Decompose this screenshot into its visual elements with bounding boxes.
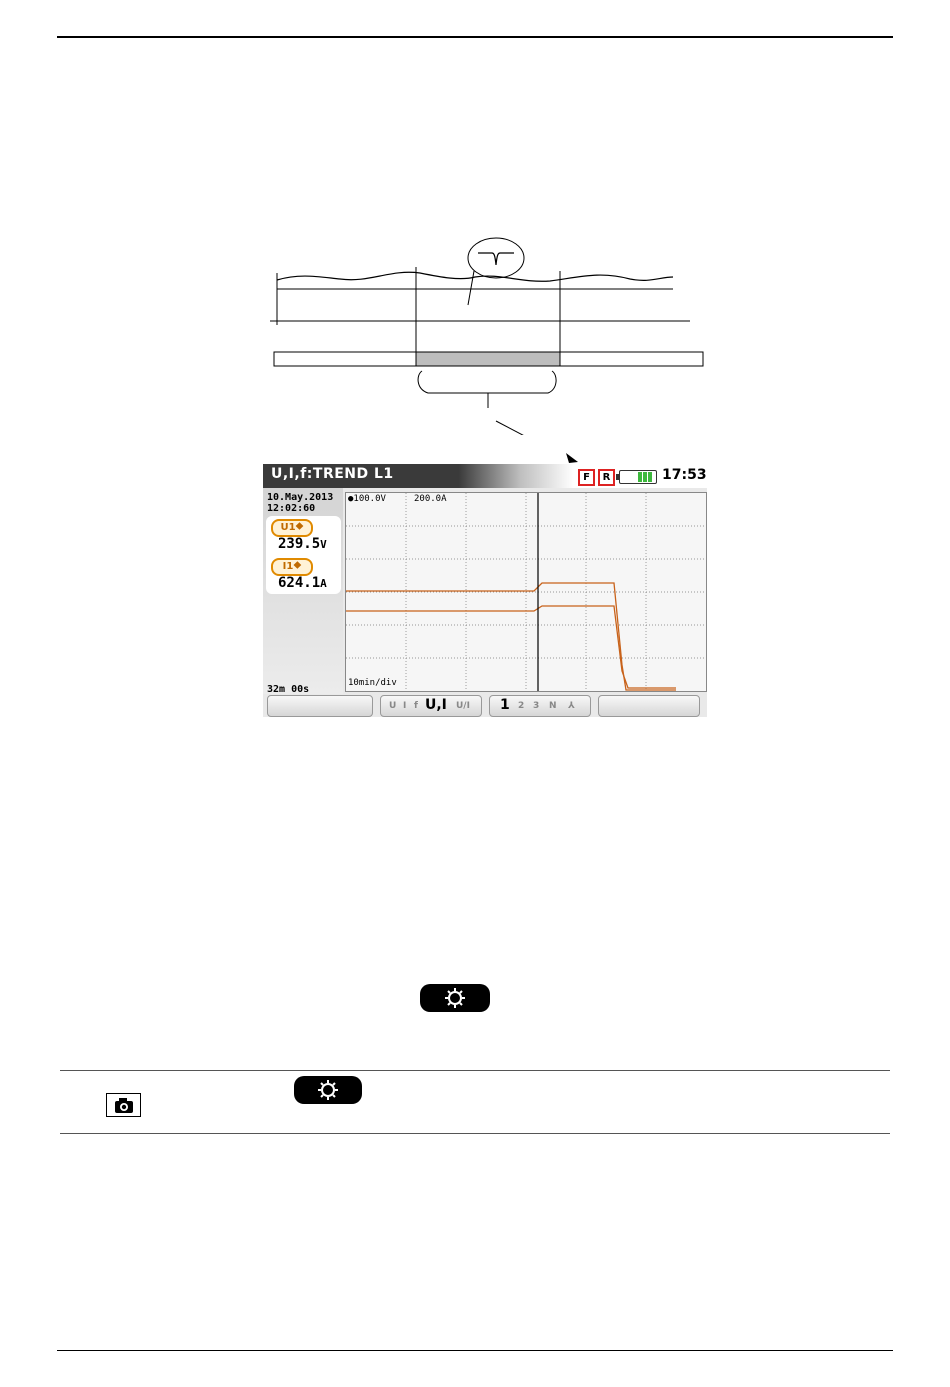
settings-button-row[interactable]: [294, 1076, 362, 1104]
sk2-ui-selected: U,I: [425, 697, 447, 713]
title-bar: [263, 464, 707, 488]
sk3-all-phases: ⅄: [568, 701, 575, 711]
sk3-phase-2: 2: [518, 701, 525, 711]
record-duration: 32m 00s: [267, 684, 310, 695]
record-date: 10.May.2013: [267, 492, 334, 503]
screen-title: U,I,f:TREND L1: [271, 466, 394, 482]
header-rule: [57, 36, 893, 38]
sk2-u-over-i: U/I: [456, 701, 470, 711]
timebase: 10min/div: [348, 678, 397, 688]
trend-plot-svg: [346, 493, 706, 691]
i1-badge: I1⯁: [271, 558, 313, 576]
gear-icon: [420, 984, 490, 1012]
sk2-i: I: [403, 701, 407, 711]
softkey-1[interactable]: [267, 695, 373, 717]
softkey-4[interactable]: [598, 695, 700, 717]
record-time: 12:02:60: [267, 503, 316, 514]
camera-icon: [107, 1094, 140, 1116]
settings-button[interactable]: [420, 984, 490, 1012]
callout-pointer: [468, 271, 474, 305]
sk2-u: U: [389, 701, 397, 711]
i1-value: 624.1A: [278, 575, 327, 591]
table-top-rule: [60, 1070, 890, 1071]
clock: 17:53: [662, 467, 707, 483]
reading-box: [266, 516, 341, 594]
u1-value: 239.5V: [278, 536, 327, 552]
gear-icon: [294, 1076, 362, 1104]
sk3-phase-3: 3: [533, 701, 540, 711]
trend-plot[interactable]: [345, 492, 707, 692]
voltage-waveform: [277, 272, 673, 281]
device-screen: [263, 464, 707, 717]
u1-badge: U1⯁: [271, 519, 313, 537]
footer-rule: [57, 1350, 893, 1351]
recorded-interval: [416, 352, 560, 366]
voltage-scale: ●100.0V: [348, 494, 386, 504]
info-panel: [263, 488, 343, 694]
sk3-phase-1: 1: [500, 697, 510, 713]
table-bottom-rule: [60, 1133, 890, 1134]
recording-interval-diagram: [260, 225, 720, 435]
pointer-arrow: [496, 421, 576, 435]
battery-icon: [619, 470, 657, 484]
battery-fill: [638, 472, 642, 482]
interval-brace: [418, 371, 556, 393]
status-flag-r: R: [598, 469, 615, 486]
sk2-f: f: [414, 701, 418, 711]
status-flag-f: F: [578, 469, 595, 486]
camera-icon-frame[interactable]: [106, 1093, 141, 1117]
softkey-3-phase-select[interactable]: [489, 695, 591, 717]
voltage-trend-line: [346, 583, 676, 690]
softkey-2-signal-select[interactable]: [380, 695, 482, 717]
sk3-neutral: N: [549, 701, 557, 711]
current-scale: 200.0A: [414, 494, 447, 504]
event-callout-bubble: [468, 238, 524, 278]
current-trend-line: [346, 606, 676, 688]
